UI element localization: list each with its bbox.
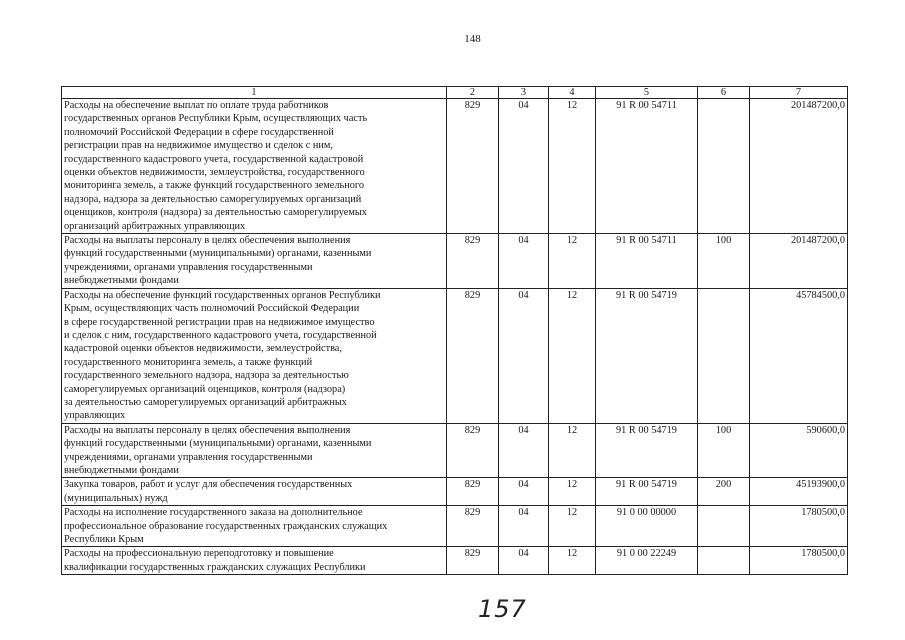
- subsection-code: 12: [549, 288, 596, 423]
- ministry-code: 829: [447, 423, 499, 478]
- expense-type-code: [698, 506, 750, 547]
- row-description: Расходы на выплаты персоналу в целях обеспечения выполнения функций государственными (муниципальными) органами, казенными учреждениями, органами управления государственными внебюджетными фондами: [62, 423, 447, 478]
- target-article-code: 91 0 00 00000: [596, 506, 698, 547]
- ministry-code: 829: [447, 288, 499, 423]
- table-row: [62, 547, 848, 575]
- expense-type-code: 200: [698, 478, 750, 506]
- column-header: 1: [62, 87, 447, 99]
- expense-type-code: [698, 99, 750, 234]
- column-header: 7: [750, 87, 848, 99]
- ministry-code: 829: [447, 99, 499, 234]
- column-header: 4: [549, 87, 596, 99]
- section-code: 04: [499, 478, 549, 506]
- target-article-code: 91 R 00 54719: [596, 478, 698, 506]
- table-row: [62, 478, 848, 506]
- expense-type-code: 100: [698, 234, 750, 289]
- amount: 45784500,0: [750, 288, 848, 423]
- section-code: 04: [499, 423, 549, 478]
- target-article-code: 91 R 00 54719: [596, 288, 698, 423]
- row-description: Расходы на профессиональную переподготовку и повышение квалификации государственных гражданских служащих Республики: [62, 547, 447, 575]
- section-code: 04: [499, 288, 549, 423]
- target-article-code: 91 R 00 54711: [596, 99, 698, 234]
- column-header: 2: [447, 87, 499, 99]
- expense-type-code: [698, 547, 750, 575]
- table-row: [62, 234, 848, 289]
- amount: 201487200,0: [750, 234, 848, 289]
- table-row: [62, 288, 848, 423]
- section-code: 04: [499, 547, 549, 575]
- expense-type-code: 100: [698, 423, 750, 478]
- column-header: 5: [596, 87, 698, 99]
- column-header: 6: [698, 87, 750, 99]
- subsection-code: 12: [549, 234, 596, 289]
- target-article-code: 91 0 00 22249: [596, 547, 698, 575]
- ministry-code: 829: [447, 506, 499, 547]
- target-article-code: 91 R 00 54719: [596, 423, 698, 478]
- section-code: 04: [499, 506, 549, 547]
- handwritten-page-number: 157: [478, 595, 527, 623]
- amount: 45193900,0: [750, 478, 848, 506]
- target-article-code: 91 R 00 54711: [596, 234, 698, 289]
- table-header-row: [62, 87, 848, 99]
- subsection-code: 12: [549, 478, 596, 506]
- table-row: [62, 99, 848, 234]
- ministry-code: 829: [447, 234, 499, 289]
- subsection-code: 12: [549, 423, 596, 478]
- table-row: [62, 423, 848, 478]
- subsection-code: 12: [549, 99, 596, 234]
- section-code: 04: [499, 99, 549, 234]
- section-code: 04: [499, 234, 549, 289]
- amount: 1780500,0: [750, 547, 848, 575]
- row-description: Закупка товаров, работ и услуг для обеспечения государственных (муниципальных) нужд: [62, 478, 447, 506]
- page-number: 148: [464, 33, 481, 45]
- row-description: Расходы на обеспечение выплат по оплате труда работников государственных органов Республики Крым, осуществляющих часть полномочий Российской Федерации в сфере государственной регистрации прав на недвижимое имущество и сделок с ним, государственного кадастрового учета, государственной кадастровой оценки объектов недвижимости, землеустройства, государственного мониторинга земель, а также функций государственного земельного надзора, надзора за деятельностью саморегулируемых организаций оценщиков, контроля (надзора) за деятельностью саморегулируемых организаций арбитражных управляющих: [62, 99, 447, 234]
- table-row: [62, 506, 848, 547]
- column-header: 3: [499, 87, 549, 99]
- subsection-code: 12: [549, 547, 596, 575]
- row-description: Расходы на исполнение государственного заказа на дополнительное профессиональное образование государственных гражданских служащих Республики Крым: [62, 506, 447, 547]
- ministry-code: 829: [447, 547, 499, 575]
- amount: 1780500,0: [750, 506, 848, 547]
- ministry-code: 829: [447, 478, 499, 506]
- row-description: Расходы на выплаты персоналу в целях обеспечения выполнения функций государственными (муниципальными) органами, казенными учреждениями, органами управления государственными внебюджетными фондами: [62, 234, 447, 289]
- row-description: Расходы на обеспечение функций государственных органов Республики Крым, осуществляющих часть полномочий Российской Федерации в сфере государственной регистрации прав на недвижимое имущество и сделок с ним, государственного кадастрового учета, государственной кадастровой оценки объектов недвижимости, землеустройства, государственного мониторинга земель, а также функций государственного земельного надзора, надзора за деятельностью саморегулируемых организаций оценщиков, контроля (надзора) за деятельностью саморегулируемых организаций арбитражных управляющих: [62, 288, 447, 423]
- budget-table: [61, 86, 848, 575]
- subsection-code: 12: [549, 506, 596, 547]
- expense-type-code: [698, 288, 750, 423]
- amount: 590600,0: [750, 423, 848, 478]
- amount: 201487200,0: [750, 99, 848, 234]
